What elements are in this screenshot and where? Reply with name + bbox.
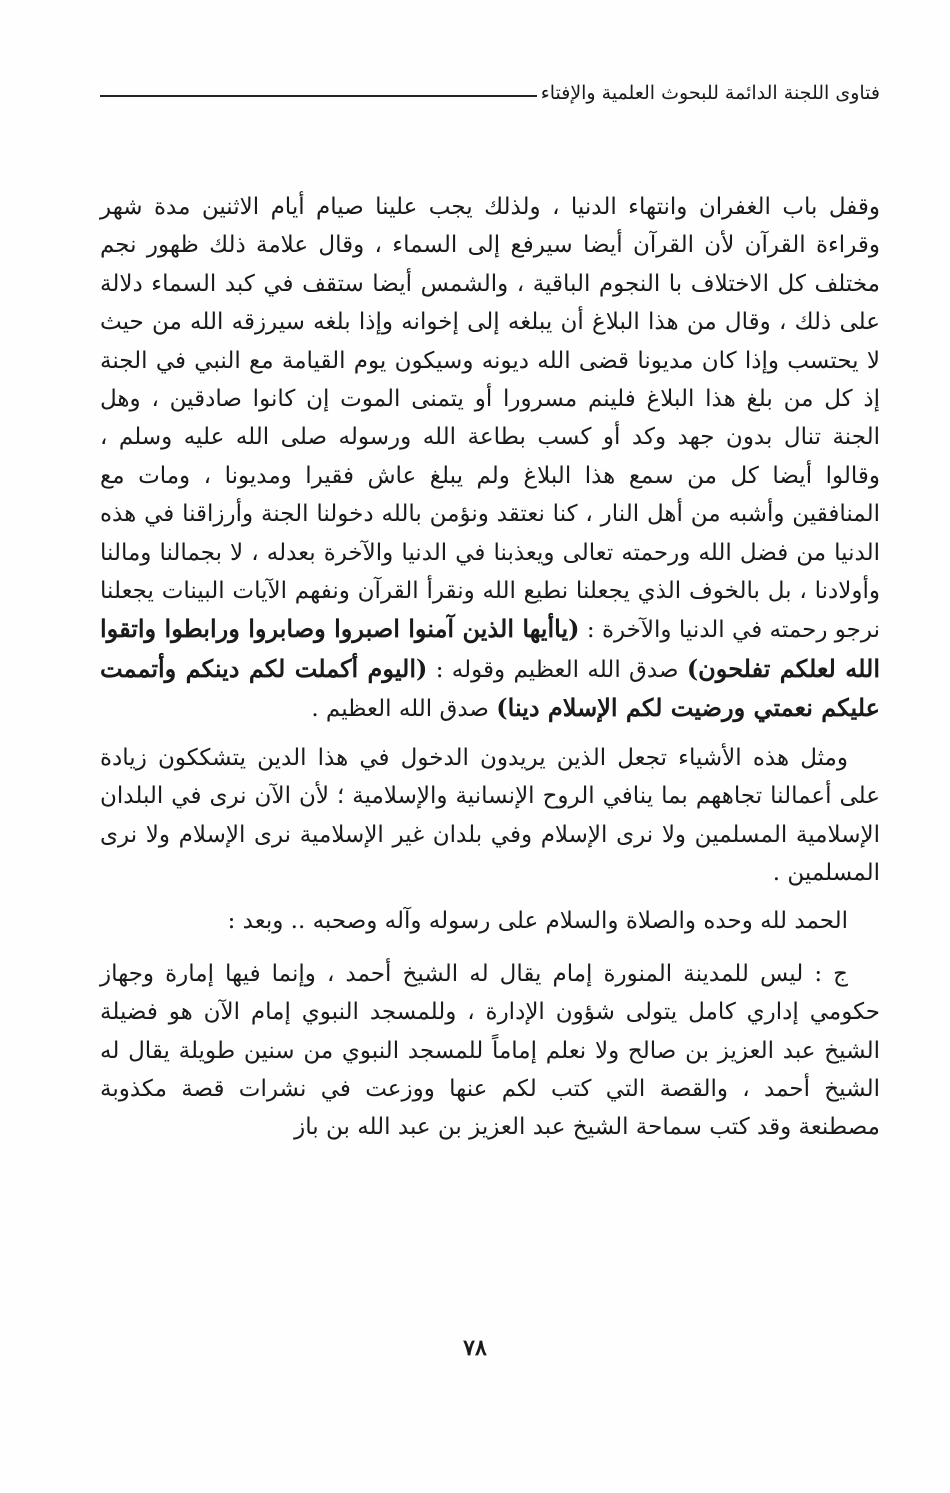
quran-quote: (اليوم أكملت لكم دينكم وأتممت عليكم نعمتي ورضيت لكم الإسلام دينا) xyxy=(100,653,880,723)
running-header xyxy=(100,82,880,104)
paragraph-answer: ج : ليس للمدينة المنورة إمام يقال له الشيخ أحمد ، وإنما فيها إمارة وجهاز حكومي إداري كامل يتولى شؤون الإدارة ، وللمسجد النبوي إمام الآن هو فضيلة الشيخ عبد العزيز بن صالح ولا نعلم إماماً للمسجد النبوي من سنين طويلة يقال له الشيخ أحمد ، والقصة التي كتب لكم عنها ووزعت في نشرات قصة مكذوبة مصطنعة وقد كتب سماحة الشيخ عبد العزيز بن عبد الله بن باز xyxy=(100,960,880,1141)
paragraph-question-continued xyxy=(100,188,880,729)
header-rule xyxy=(100,95,537,97)
paragraph-text: صدق الله العظيم وقوله : xyxy=(435,656,679,683)
page-number: ٧٨ xyxy=(463,1335,487,1361)
header-title: فتاوى اللجنة الدائمة للبحوث العلمية والإفتاء xyxy=(540,82,880,104)
page-body xyxy=(100,188,880,1147)
paragraph-text: وقفل باب الغفران وانتهاء الدنيا ، ولذلك يجب علينا صيام أيام الاثنين مدة شهر وقراءة القرآن لأن القرآن أيضا سيرفع إلى السماء ، وقال علامة ذلك ظهور نجم مختلف كل الاختلاف با النجوم الباقية ، والشمس أيضا ستقف في كبد السماء دلالة على ذلك ، وقال من هذا البلاغ أن يبلغه إلى إخوانه وإذا بلغه سيرزقه الله من حيث لا يحتسب وإذا كان مديونا قضى الله ديونه وسيكون يوم القيامة مع النبي في الجنة إذ كل من بلغ هذا البلاغ فلينم مسرورا أو يتمنى الموت إن كانوا صادقين ، وهل الجنة تنال بدون جهد وكد أو كسب بطاعة الله ورسوله صلى الله عليه وسلم ، وقالوا أيضا كل من سمع هذا البلاغ ولم يبلغ عاش فقيرا ومديونا ، ومات مع المنافقين وأشبه من أهل النار ، كنا نعتقد ونؤمن بالله دخولنا الجنة وأرزاقنا في هذه الدنيا من فضل الله ورحمته تعالى ويعذبنا في الدنيا والآخرة بعدله ، لا بجمالنا ومالنا وأولادنا ، بل بالخوف الذي يجعلنا نطيع الله ونقرأ القرآن ونفهم الآيات البينات يجعلنا نرجو رحمته في الدنيا والآخرة : xyxy=(100,194,880,644)
quran-quote: (ياأيها الذين آمنوا اصبروا وصابروا ورابطوا واتقوا الله لعلكم تفلحون) xyxy=(100,614,881,683)
paragraph-praise: الحمد لله وحده والصلاة والسلام على رسوله وآله وصحبه .. وبعد : xyxy=(227,908,848,935)
paragraph-text: صدق الله العظيم . xyxy=(311,696,489,723)
paragraph-doubts: ومثل هذه الأشياء تجعل الذين يريدون الدخول في هذا الدين يتشككون زيادة على أعمالنا تجاههم بما ينافي الروح الإنسانية والإسلامية ؛ لأن الآن نرى في البلدان الإسلامية المسلمين ولا نرى الإسلام وفي بلدان غير الإسلامية نرى الإسلام ولا نرى المسلمين . xyxy=(100,744,880,886)
